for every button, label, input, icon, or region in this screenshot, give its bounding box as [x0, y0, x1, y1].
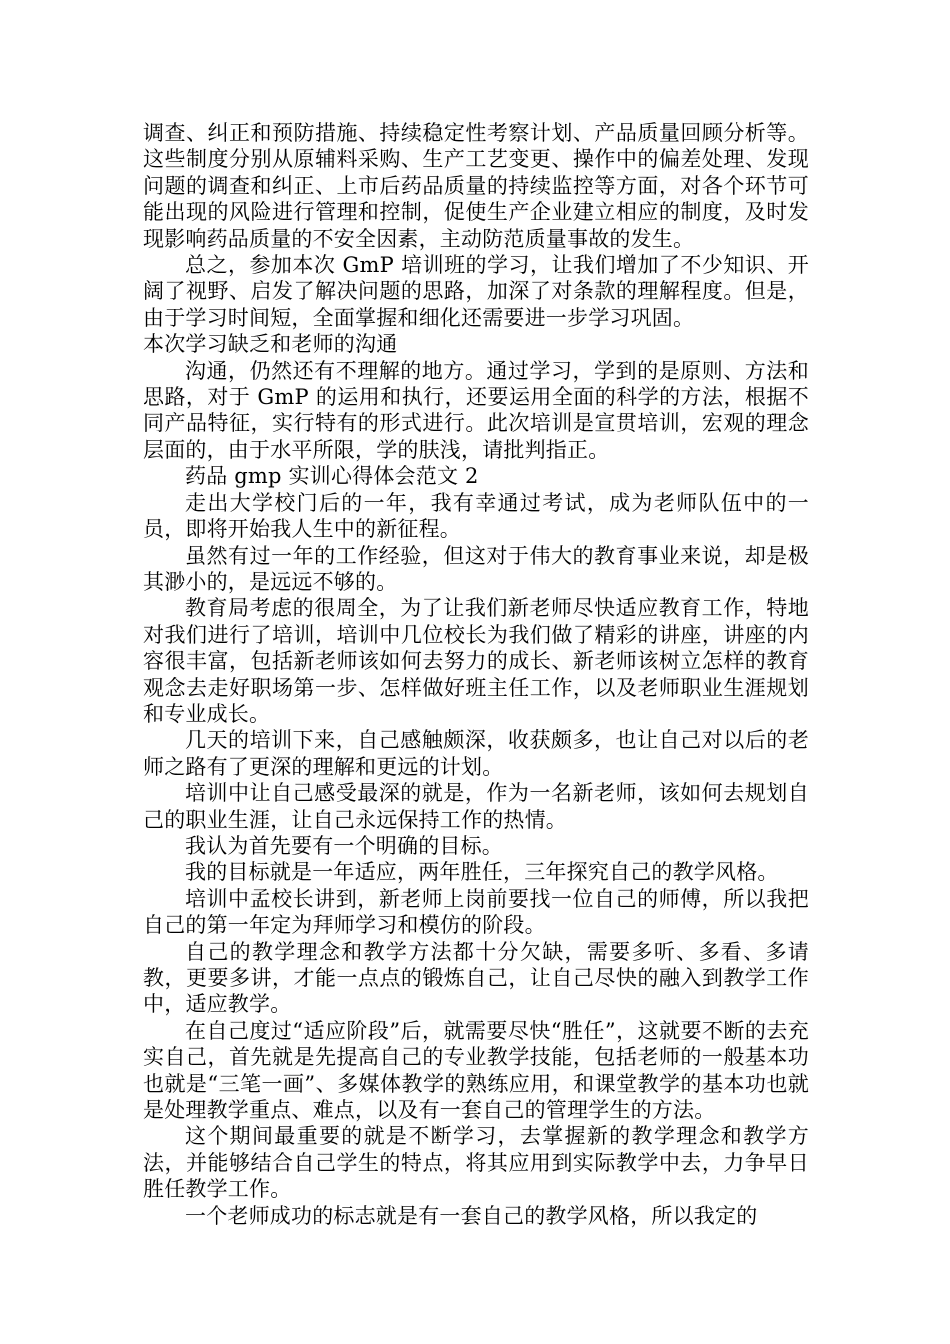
paragraph-16: 这个期间最重要的就是不断学习，去掌握新的教学理念和教学方法，并能够结合自己学生的特点，将其应用到实际教学中去，力争早日胜任教学工作。 — [143, 1124, 809, 1202]
paragraph-15: 在自己度过“适应阶段”后，就需要尽快“胜任”，这就要不断的去充实自己，首先就是先提高自己的专业教学技能，包括老师的一般基本功也就是“三笔一画”、多媒体教学的熟练应用，和课堂教学的基本功也就是处理教学重点、难点，以及有一套自己的管理学生的方法。 — [143, 1018, 809, 1123]
paragraph-1: 调查、纠正和预防措施、持续稳定性考察计划、产品质量回顾分析等。这些制度分别从原辅料采购、生产工艺变更、操作中的偏差处理、发现问题的调查和纠正、上市后药品质量的持续监控等方面，对各个环节可能出现的风险进行管理和控制，促使生产企业建立相应的制度，及时发现影响药品质量的不安全因素，主动防范质量事故的发生。 — [143, 121, 809, 251]
paragraph-8: 教育局考虑的很周全，为了让我们新老师尽快适应教育工作，特地对我们进行了培训，培训中几位校长为我们做了精彩的讲座，讲座的内容很丰富，包括新老师该如何去努力的成长、新老师该树立怎样的教育观念去走好职场第一步、怎样做好班主任工作，以及老师职业生涯规划和专业成长。 — [143, 596, 809, 726]
paragraph-3: 本次学习缺乏和老师的沟通 — [143, 332, 398, 357]
document-body — [143, 120, 809, 1229]
paragraph-11: 我认为首先要有一个明确的目标。 — [185, 833, 503, 858]
paragraph-12: 我的目标就是一年适应，两年胜任，三年探究自己的教学风格。 — [185, 860, 779, 885]
section-heading: 药品 gmp 实训心得体会范文 2 — [185, 464, 479, 489]
paragraph-4: 沟通，仍然还有不理解的地方。通过学习，学到的是原则、方法和思路，对于 GmP 的运用和执行，还要运用全面的科学的方法，根据不同产品特征，实行特有的形式进行。此次培训是宣贯培训，宏观的理念层面的，由于水平所限，学的肤浅，请批判指正。 — [143, 358, 809, 462]
paragraph-14: 自己的教学理念和教学方法都十分欠缺，需要多听、多看、多请教，更要多讲，才能一点点的锻炼自己，让自己尽快的融入到教学工作中，适应教学。 — [143, 939, 809, 1017]
paragraph-17: 一个老师成功的标志就是有一套自己的教学风格，所以我定的 — [185, 1203, 758, 1228]
paragraph-9: 几天的培训下来，自己感触颇深，收获颇多，也让自己对以后的老师之路有了更深的理解和更远的计划。 — [143, 728, 809, 779]
paragraph-2: 总之，参加本次 GmP 培训班的学习，让我们增加了不少知识、开阔了视野、启发了解决问题的思路，加深了对条款的理解程度。但是，由于学习时间短，全面掌握和细化还需要进一步学习巩固。 — [143, 253, 809, 330]
paragraph-6: 走出大学校门后的一年，我有幸通过考试，成为老师队伍中的一员，即将开始我人生中的新征程。 — [143, 490, 809, 542]
paragraph-13: 培训中孟校长讲到，新老师上岗前要找一位自己的师傅，所以我把自己的第一年定为拜师学习和模仿的阶段。 — [143, 886, 809, 938]
paragraph-7: 虽然有过一年的工作经验，但这对于伟大的教育事业来说，却是极其渺小的，是远远不够的。 — [143, 543, 809, 594]
paragraph-10: 培训中让自己感受最深的就是，作为一名新老师，该如何去规划自己的职业生涯，让自己永远保持工作的热情。 — [143, 781, 809, 832]
